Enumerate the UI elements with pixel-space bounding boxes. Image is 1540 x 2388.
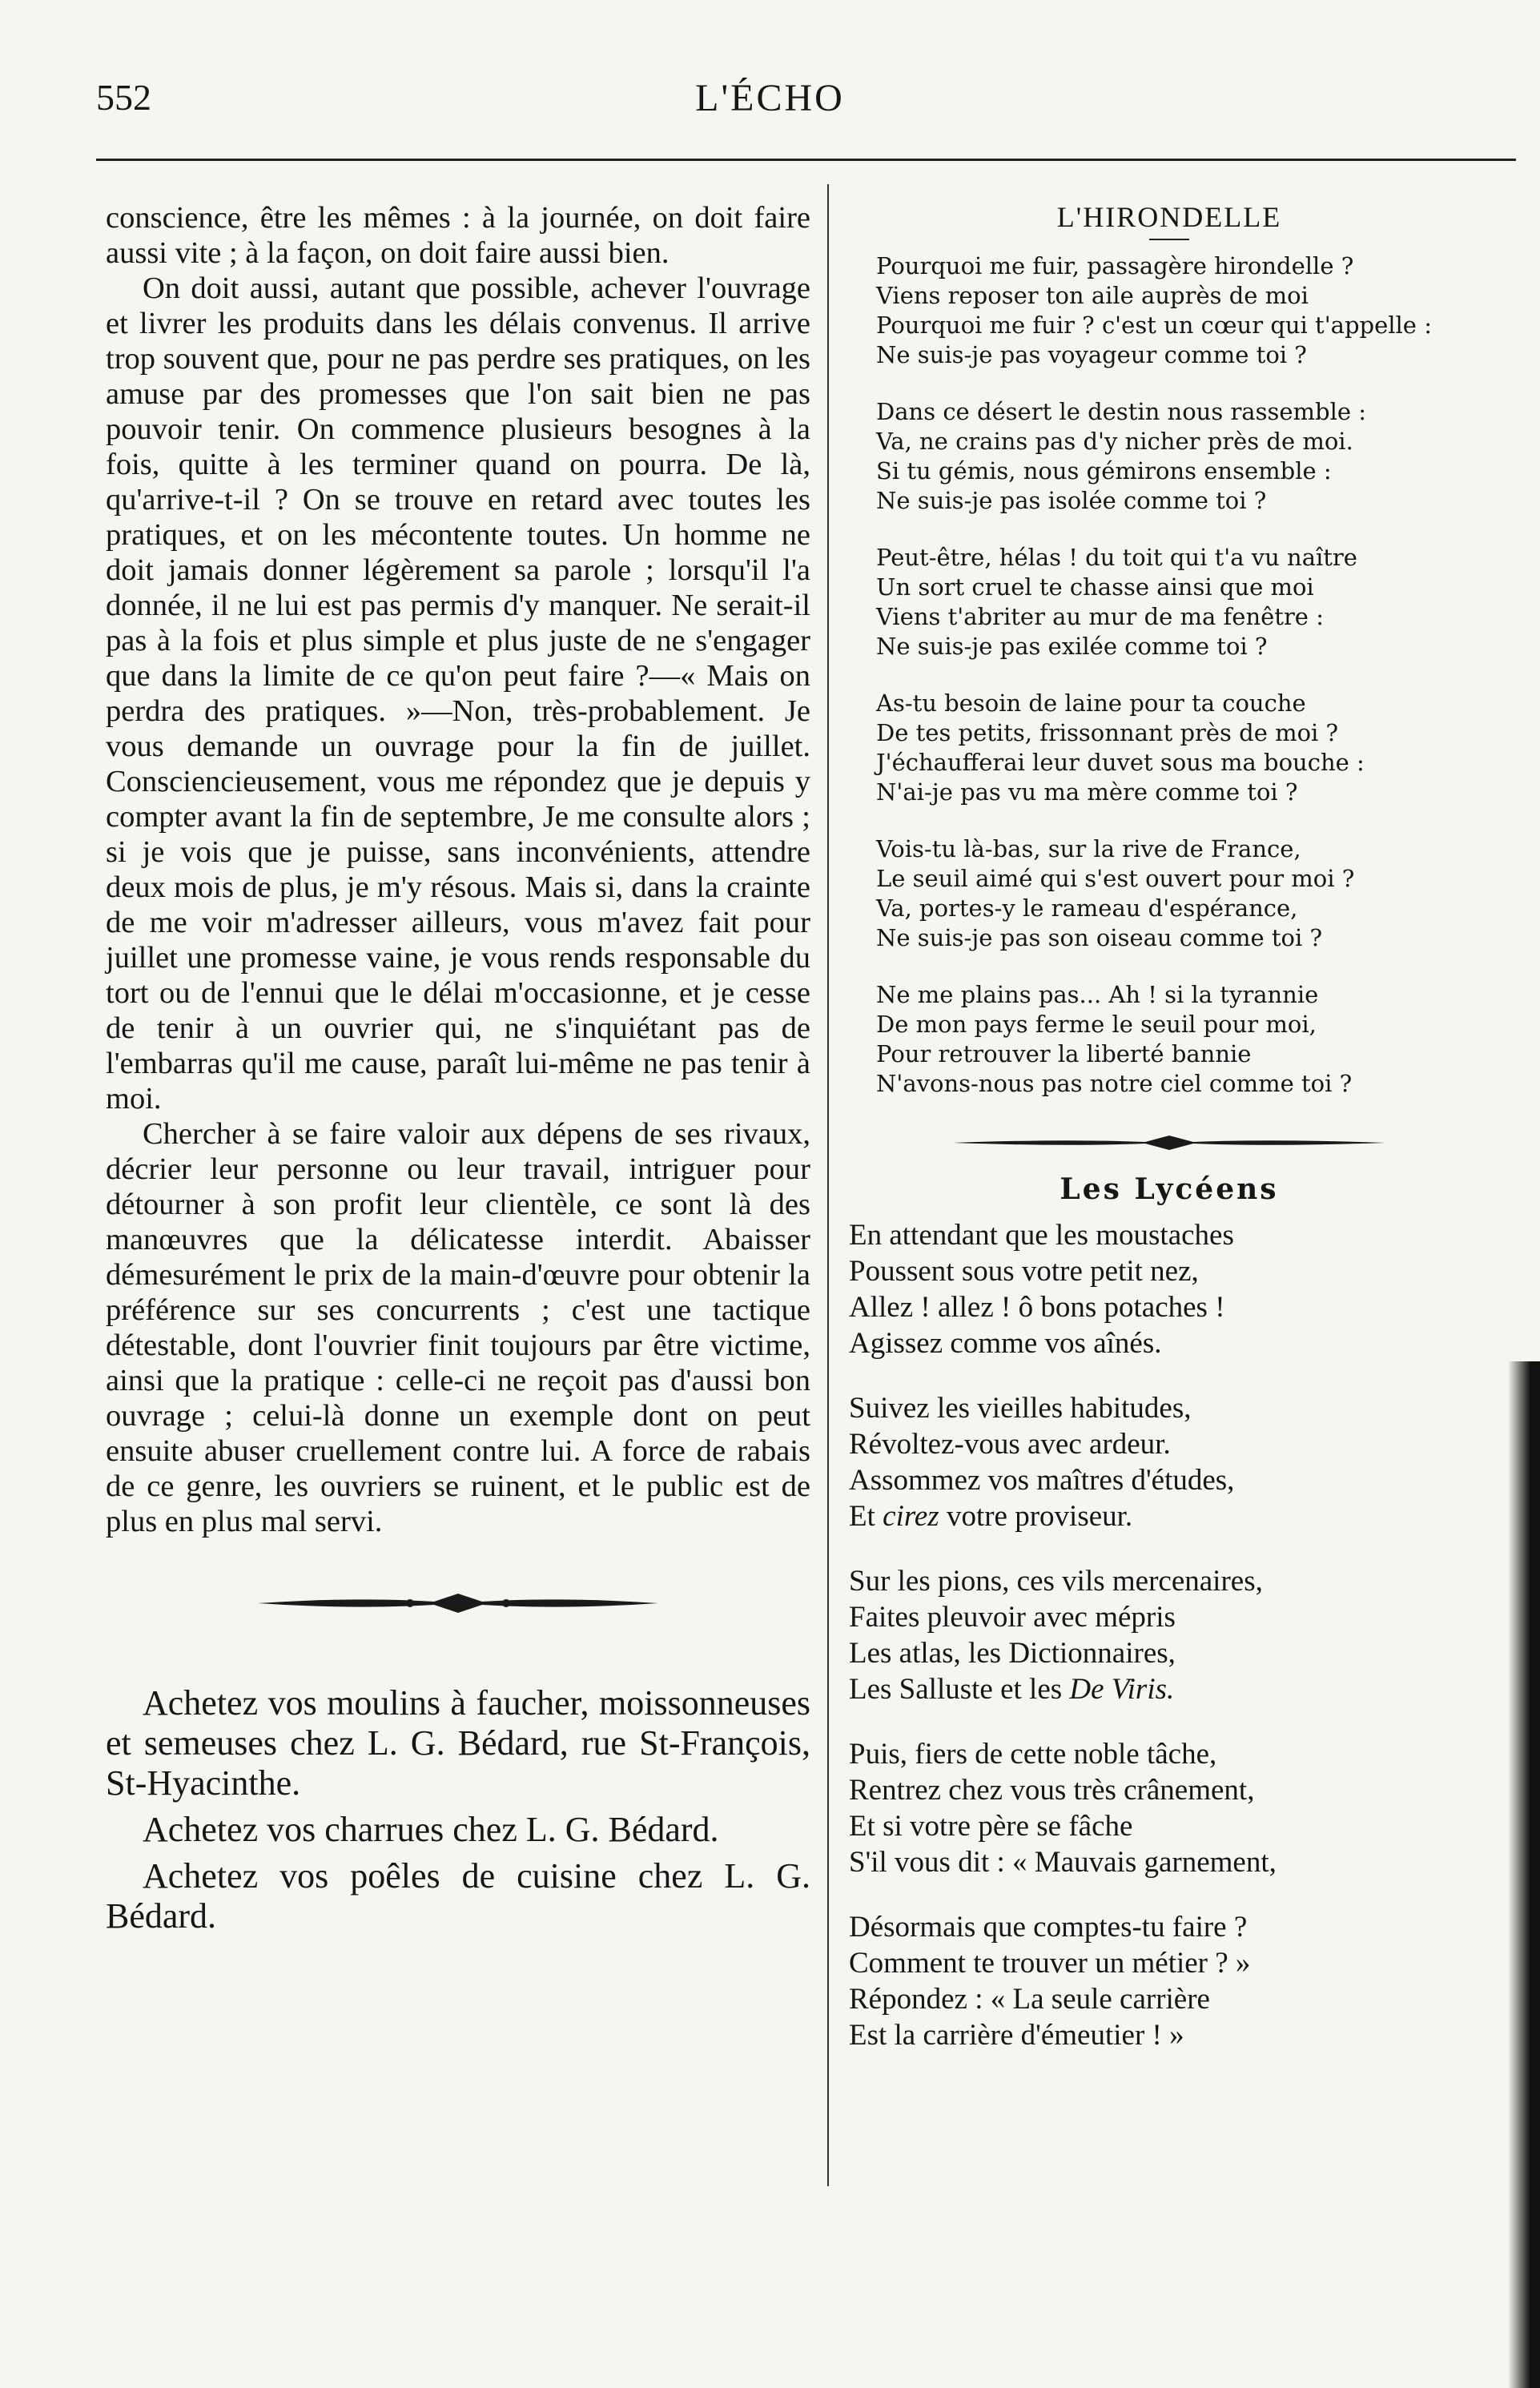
left-column [106,200,810,1943]
verse-line: As-tu besoin de laine pour ta couche [876,689,1306,717]
stanza [849,1909,1490,2053]
verse-line: Ne suis-je pas exilée comme toi ? [876,633,1268,660]
verse-line: Pour retrouver la liberté bannie [876,1040,1252,1067]
verse-line: Vois-tu là-bas, sur la rive de France, [876,835,1301,862]
stanza [876,689,1490,807]
verse-line: Agissez comme vos aînés. [849,1327,1162,1360]
stanza [849,1390,1490,1534]
verse-line: Sur les pions, ces vils mercenaires, [849,1565,1263,1598]
verse-line: Poussent sous votre petit nez, [849,1255,1199,1288]
page-edge-shadow [1508,1361,1540,2388]
ad-moulins: Achetez vos moulins à faucher, moissonneuses et semeuses chez L. G. Bédard, rue St-François, St-Hyacinthe. [106,1683,810,1803]
running-title: L'ÉCHO [695,77,845,119]
verse-line: Peut-être, hélas ! du toit qui t'a vu naître [876,544,1357,571]
verse-line: Allez ! allez ! ô bons potaches ! [849,1291,1225,1324]
verse-line: Désormais que comptes-tu faire ? [849,1911,1248,1944]
verse-line: Pourquoi me fuir ? c'est un cœur qui t'appelle : [876,312,1432,339]
verse-line: De mon pays ferme le seuil pour moi, [876,1011,1317,1038]
advertisements [106,1683,810,1936]
ad-poeles: Achetez vos poêles de cuisine chez L. G. Bédard. [106,1856,810,1936]
verse-line: Faites pleuvoir avec mépris [849,1601,1176,1634]
ornament-divider [945,1131,1393,1155]
right-column [849,200,1490,2082]
verse-line: Comment te trouver un métier ? » [849,1947,1251,1980]
article-body [106,200,810,1539]
stanza [876,397,1490,516]
verse-line: Ne suis-je pas voyageur comme toi ? [876,341,1307,368]
verse-line: En attendant que les moustaches [849,1219,1234,1252]
verse-line: Va, ne crains pas d'y nicher près de moi. [876,428,1353,455]
verse-line: Le seuil aimé qui s'est ouvert pour moi ? [876,865,1355,892]
header-rule [96,159,1516,161]
verse-text: Et [849,1500,875,1533]
verse-line: De tes petits, frissonnant près de moi ? [876,719,1339,746]
verse-line: Dans ce désert le destin nous rassemble : [876,398,1367,425]
verse-line [849,1671,1490,1707]
verse-line: J'échaufferai leur duvet sous ma bouche : [876,749,1365,776]
column-divider [827,184,829,2186]
paragraph-2: On doit aussi, autant que possible, achever l'ouvrage et livrer les produits dans les délais convenus. Il arrive trop souvent que, pour ne pas perdre ses pratiques, on les amuse par des promesses que l'on sait bien ne pas pouvoir tenir. On commence plusieurs besognes à la fois, quitte à les terminer quand on pourra. De là, qu'arrive-t-il ? On se trouve en retard avec toutes les pratiques, et on les mécontente toutes. Un homme ne doit jamais donner légèrement sa parole ; lorsqu'il l'a donnée, il ne lui est pas permis d'y manquer. Ne serait-il pas à la fois et plus simple et plus juste de ne s'engager que dans la limite de ce qu'on peut faire ?—« Mais on perdra des pratiques. »—Non, très-probablement. Je vous demande un ouvrage pour la fin de juillet. Consciencieusement, vous me répondez que je depuis y compter avant la fin de septembre, Je me consulte alors ; si je vois que je puisse, sans inconvénients, attendre deux mois de plus, je m'y résous. Mais si, dans la crainte de me voir m'adresser ailleurs, vous m'avez fait pour juillet une promesse vaine, je vous rends responsable du tort ou de l'ennui que le délai m'occasionne, et je cesse de tenir à un ouvrier qui, ne s'inquiétant pas de l'embarras qu'il me cause, paraît lui-même ne pas tenir à moi. [106,271,810,1116]
verse-line: Et si votre père se fâche [849,1810,1133,1843]
stanza [876,834,1490,953]
verse-line: Un sort cruel te chasse ainsi que moi [876,573,1314,601]
stanza [849,1563,1490,1707]
verse-italic: De Viris. [1069,1673,1175,1706]
verse-italic: cirez [883,1500,939,1533]
verse-line: Pourquoi me fuir, passagère hirondelle ? [876,252,1354,279]
verse-line: Rentrez chez vous très crânement, [849,1774,1255,1807]
poem-title-hirondelle: L'HIRONDELLE [1056,201,1282,233]
stanza [876,543,1490,661]
title-rule [1149,239,1189,240]
stanza [876,251,1490,370]
ornament-divider [250,1587,666,1619]
page-header [96,76,1444,148]
ad-charrues: Achetez vos charrues chez L. G. Bédard. [143,1810,719,1849]
verse-line: S'il vous dit : « Mauvais garnement, [849,1846,1277,1879]
stanza [849,1736,1490,1880]
page-number: 552 [96,77,151,118]
verse-line: Va, portes-y le rameau d'espérance, [876,894,1298,922]
poem-title-lyceens: Les Lycéens [1060,1172,1279,1206]
verse-line: Viens reposer ton aile auprès de moi [876,282,1309,309]
verse-text: Les Salluste et les [849,1673,1063,1706]
verse-line: Ne me plains pas... Ah ! si la tyrannie [876,981,1319,1008]
verse-line: N'ai-je pas vu ma mère comme toi ? [876,778,1298,806]
verse-line: Répondez : « La seule carrière [849,1983,1210,2016]
verse-line: Suivez les vieilles habitudes, [849,1392,1192,1425]
verse-line: Puis, fiers de cette noble tâche, [849,1738,1217,1771]
verse-line: Les atlas, les Dictionnaires, [849,1637,1176,1670]
stanza [876,980,1490,1099]
paragraph-1: conscience, être les mêmes : à la journée, on doit faire aussi vite ; à la façon, on doit faire aussi bien. [106,201,810,270]
verse-text: votre proviseur. [946,1500,1133,1533]
verse-line: N'avons-nous pas notre ciel comme toi ? [876,1070,1353,1097]
verse-line [849,1498,1490,1534]
verse-line: Assommez vos maîtres d'études, [849,1464,1235,1497]
verse-line: Ne suis-je pas son oiseau comme toi ? [876,924,1323,951]
verse-line: Révoltez-vous avec ardeur. [849,1428,1171,1461]
verse-line: Si tu gémis, nous gémirons ensemble : [876,457,1332,484]
stanza [849,1217,1490,1361]
verse-line: Ne suis-je pas isolée comme toi ? [876,487,1267,514]
paragraph-3: Chercher à se faire valoir aux dépens de ses rivaux, décrier leur personne ou leur travail, intriguer pour détourner à son profit leur clientèle, ce sont là des manœuvres que la délicatesse interdit. Abaisser démesurément le prix de la main-d'œuvre pour obtenir la préférence sur ses concurrents ; c'est une tactique détestable, dont l'ouvrier finit toujours par être victime, ainsi que la pratique : celle-ci ne reçoit pas d'aussi bon ouvrage ; celui-là donne un exemple dont on peut ensuite abuser cruellement contre lui. A force de rabais de ce genre, les ouvriers se ruinent, et le public est de plus en plus mal servi. [106,1117,810,1538]
verse-line: Viens t'abriter au mur de ma fenêtre : [876,603,1324,630]
verse-line: Est la carrière d'émeutier ! » [849,2019,1184,2052]
